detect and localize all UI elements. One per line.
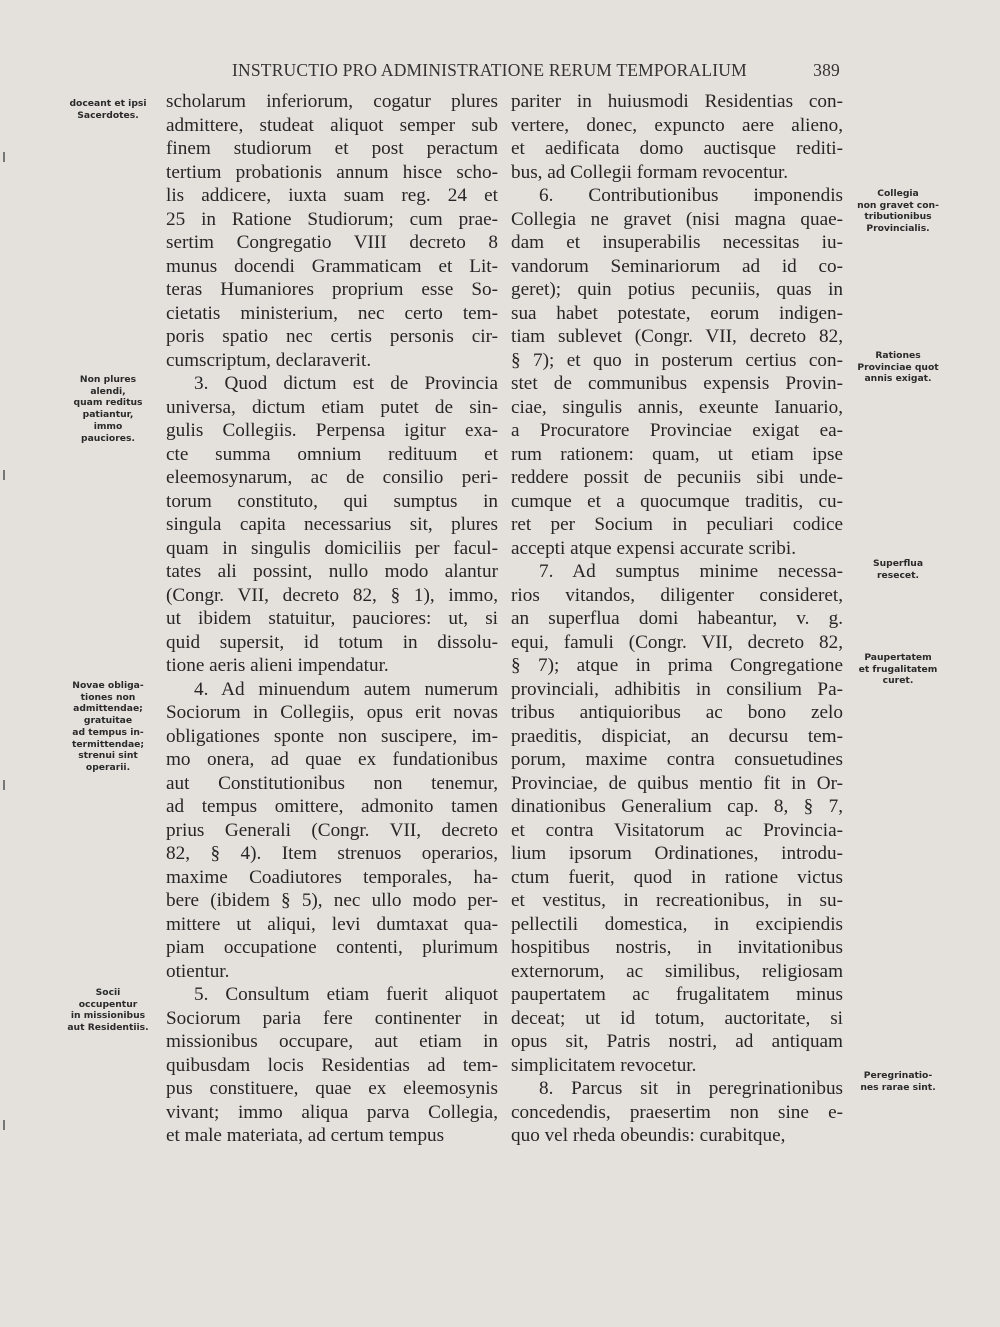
text-line: sua habet potestate, eorum indigen- (511, 302, 843, 324)
margin-note-line: Rationes (875, 350, 921, 361)
text-line: torum constituto, qui sumptus in (166, 490, 498, 512)
text-line: 82, § 4). Item strenuos operarios, (166, 843, 498, 864)
scan-edge-mark (3, 470, 9, 480)
text-line: et vestitus, in recreationibus, in su- (511, 890, 843, 911)
margin-note-right-4 (850, 652, 946, 687)
text-line: sertim Congregatio VIII decreto 8 (166, 232, 498, 253)
margin-note-line: Collegia (877, 188, 919, 199)
margin-note-line: non gravet con- (857, 199, 939, 211)
margin-note-right-2 (850, 350, 946, 385)
margin-note-right-5 (850, 1070, 946, 1093)
margin-note-line: resecet. (876, 569, 920, 581)
text-line: prius Generali (Congr. VII, decreto (166, 819, 498, 841)
text-line: bus, ad Collegii formam revocentur. (511, 161, 789, 183)
margin-note-line: doceant et ipsi (69, 98, 147, 109)
text-line: vivant; immo aliqua parva Collegia, (166, 1101, 498, 1123)
text-line: hospitibus nostris, in invitationibus (511, 937, 843, 958)
text-line: tates ali possint, nullo modo alantur (166, 561, 498, 582)
margin-note-left-3 (58, 680, 158, 774)
text-line: quam in singulis domiciliis per facul- (166, 537, 498, 559)
text-line: Provinciae, de quibus mentio fit in Or- (511, 772, 843, 794)
margin-note-line: strenui sint (78, 750, 138, 762)
margin-note-line: termittendae; (71, 738, 145, 750)
text-line: maxime Coadiutores temporales, ha- (166, 866, 498, 888)
margin-note-line: Novae obliga- (72, 680, 144, 691)
scan-edge-mark (3, 152, 9, 162)
margin-note-line: operarii. (85, 761, 131, 773)
text-line: a Procuratore Provinciae exigat ea- (511, 420, 843, 441)
text-line: aut Constitutionibus non tenemur, (166, 772, 498, 794)
margin-note-line: Superflua (872, 558, 924, 569)
text-line: pellectili domestica, in excipiendis (511, 913, 843, 935)
text-line: 6. Contributionibus imponendis (539, 185, 843, 206)
text-line: praeditis, dispiciat, an decursu tem- (511, 725, 843, 747)
text-line: Sociorum paria fere continenter in (166, 1007, 498, 1029)
margin-note-left-4 (56, 987, 160, 1034)
margin-note-left-2 (60, 374, 156, 444)
text-line: singula capita necessarius sit, plures (166, 514, 498, 535)
margin-note-line: Non plures (79, 374, 137, 385)
text-line: tione aeris alieni impendatur. (166, 655, 389, 676)
text-line: dinationibus Generalium cap. 8, § 7, (511, 796, 843, 817)
margin-note-line: occupentur (78, 998, 138, 1010)
text-line: cietatis ministerium, nec certo tem- (166, 302, 498, 324)
text-line: quibusdam locis Residentias ad tem- (166, 1054, 498, 1076)
text-line: ut ibidem statuitur, pauciores: ut, si (166, 608, 498, 629)
text-line: mo onera, ad quae ex fundationibus (166, 749, 498, 770)
margin-note-line: immo (93, 420, 123, 432)
text-line: finem studiorum et post peractum (166, 138, 498, 159)
text-line: (Congr. VII, decreto 82, § 1), immo, (166, 584, 498, 606)
text-line: cte summa omnium redituum et (166, 443, 498, 465)
text-line: 5. Consultum etiam fuerit aliquot (194, 984, 498, 1005)
text-line: universa, dictum etiam putet de sin- (166, 396, 498, 418)
margin-note-line: Provinciae quot (857, 361, 939, 373)
page-header-title: INSTRUCTIO PRO ADMINISTRATIONE RERUM TEMPORALIUM (232, 60, 747, 80)
margin-note-line: et frugalitatem (858, 663, 938, 675)
text-line: ctum fuerit, quod in ratione victus (511, 866, 843, 888)
text-line: pus constituere, quae ex eleemosynis (166, 1078, 498, 1099)
text-line: lis addicere, iuxta suam reg. 24 et (166, 185, 498, 206)
text-line: Collegia ne gravet (nisi magna quae- (511, 208, 843, 230)
text-line: lium ipsorum Ordinationes, introdu- (511, 843, 843, 864)
text-line: et aedificata domo auctisque rediti- (511, 138, 843, 159)
text-line: missionibus occupare, aut etiam in (166, 1031, 498, 1052)
text-line: vandorum Seminariorum ad id co- (511, 255, 843, 277)
text-line: rum rationem: quam, ut etiam ipse (511, 443, 843, 465)
margin-note-line: aut Residentiis. (67, 1022, 149, 1034)
text-line: opus sit, Patris nostri, ad antiquam (511, 1031, 843, 1052)
margin-note-line: Provincialis. (866, 223, 930, 235)
text-line: teras Humaniores proprium esse So- (166, 279, 498, 300)
text-line: 7. Ad sumptus minime necessa- (539, 561, 843, 582)
text-line: ad tempus omittere, admonito tamen (166, 796, 498, 817)
margin-note-line: tributionibus (864, 211, 932, 223)
text-line: porum, maxime contra consuetudines (511, 749, 843, 770)
margin-note-line: in missionibus (70, 1010, 146, 1022)
text-line: rios vitandos, diligenter consideret, (511, 584, 843, 606)
text-line: 8. Parcus sit in peregrinationibus (539, 1078, 843, 1099)
text-line: geret); quin potius pecuniis, quas in (511, 279, 843, 300)
text-line: eleemosynarum, ac de consilio peri- (166, 467, 498, 488)
margin-note-right-3 (850, 558, 946, 581)
margin-note-line: ad tempus in- (72, 726, 144, 738)
margin-note-line: nes rarae sint. (860, 1081, 936, 1093)
text-line: simplicitatem revocetur. (511, 1054, 697, 1076)
text-line: § 7); et quo in posterum certius con- (511, 349, 843, 371)
text-line: reddere possit de pecuniis sibi unde- (511, 467, 843, 488)
text-line: 25 in Ratione Studiorum; cum prae- (166, 208, 498, 230)
margin-note-left-1 (60, 98, 156, 121)
text-line: tertium probationis annum hisce scho- (166, 161, 498, 183)
text-line: ciae, singulis annis, exeunte Ianuario, (511, 396, 843, 418)
text-line: gulis Collegiis. Perpensa igitur exa- (166, 420, 498, 441)
text-line: paupertatem ac frugalitatem minus (511, 984, 843, 1005)
margin-note-line: pauciores. (81, 432, 135, 444)
text-line: otientur. (166, 960, 230, 982)
text-line: poris spatio nec certis personis cir- (166, 326, 498, 347)
text-line: equi, famuli (Congr. VII, decreto 82, (511, 631, 843, 653)
margin-note-line: alendi, (90, 385, 126, 397)
text-line: ret per Socium in peculiari codice (511, 514, 843, 535)
text-line: pariter in huiusmodi Residentias con- (511, 91, 843, 112)
text-line: externorum, ac similibus, religiosam (511, 960, 843, 982)
text-line: quo vel rheda obeundis: curabitque, (511, 1125, 786, 1146)
text-line: quid supersit, id totum in dissolu- (166, 631, 498, 653)
margin-note-line: curet. (882, 675, 914, 687)
margin-note-line: gratuitae (83, 715, 133, 727)
text-line: tribus antiquioribus ac bono zelo (511, 702, 843, 723)
page-number: 389 (813, 60, 840, 80)
margin-note-line: Peregrinatio- (863, 1070, 933, 1081)
right-text-column (511, 90, 843, 1148)
margin-note-line: tiones non (80, 691, 136, 703)
scan-edge-mark (3, 1120, 9, 1130)
text-line: 4. Ad minuendum autem numerum (194, 678, 498, 700)
margin-note-line: Sacerdotes. (77, 109, 139, 121)
text-line: piam occupatione contenti, plurimum (166, 937, 498, 958)
text-line: an superflua domi habeantur, v. g. (511, 608, 843, 629)
text-line: dam et insuperabilis necessitas iu- (511, 232, 843, 253)
text-line: Sociorum in Collegiis, opus erit novas (166, 702, 498, 723)
margin-note-line: annis exigat. (864, 373, 932, 385)
text-line: vertere, donec, expuncto aere alieno, (511, 114, 843, 136)
text-line: 3. Quod dictum est de Provincia (194, 373, 498, 394)
margin-note-line: Socii (95, 987, 121, 998)
margin-note-line: patiantur, (82, 409, 134, 421)
text-line: cumscriptum, declaraverit. (166, 349, 372, 371)
text-line: deceat; ut id totum, auctoritate, si (511, 1007, 843, 1029)
text-line: et male materiata, ad certum tempus (166, 1125, 445, 1146)
text-line: et contra Visitatorum ac Provincia- (511, 819, 843, 841)
margin-note-line: admittendae; (73, 703, 143, 715)
text-line: tiam sublevet (Congr. VII, decreto 82, (511, 326, 843, 347)
text-line: admittere, studeat aliquot semper sub (166, 114, 498, 136)
text-line: munus docendi Grammaticam et Lit- (166, 255, 498, 277)
margin-note-line: quam reditus (73, 397, 143, 409)
text-line: obligationes sponte non suscipere, im- (166, 725, 498, 747)
text-line: stet de communibus expensis Provin- (511, 373, 843, 394)
left-text-column (166, 90, 498, 1148)
text-line: provinciali, adhibitis in consilium Pa- (511, 678, 843, 700)
text-line: § 7); atque in prima Congregatione (511, 655, 843, 676)
text-line: concedendis, praesertim non sine e- (511, 1101, 843, 1123)
margin-note-right-1 (850, 188, 946, 235)
margin-note-line: Paupertatem (864, 652, 932, 663)
text-line: accepti atque expensi accurate scribi. (511, 537, 796, 559)
text-line: scholarum inferiorum, cogatur plures (166, 91, 498, 112)
scan-edge-mark (3, 780, 9, 790)
text-line: bere (ibidem § 5), nec ullo modo per- (166, 890, 498, 911)
text-line: cumque et a quocumque traditis, cu- (511, 490, 843, 512)
text-line: mittere ut aliqui, levi dumtaxat qua- (166, 913, 498, 935)
